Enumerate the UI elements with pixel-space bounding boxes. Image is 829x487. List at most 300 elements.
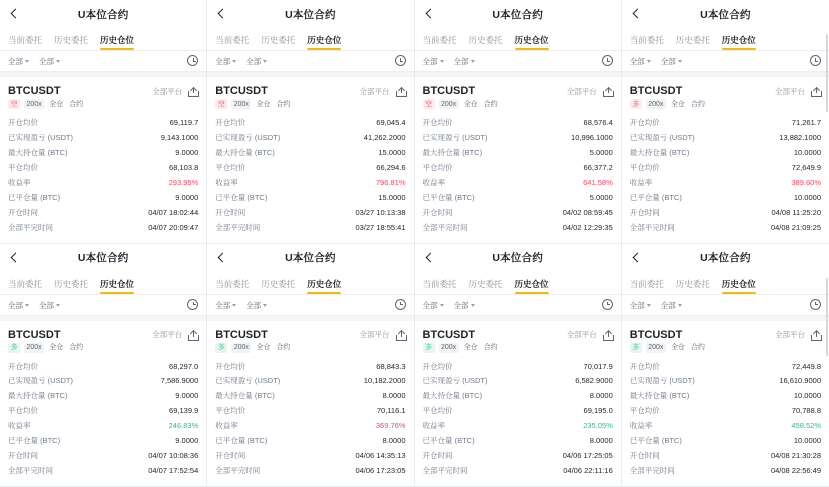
filter-dropdown-0[interactable] <box>8 300 29 311</box>
row-close_time <box>630 220 821 235</box>
tab-1[interactable]: 历史委托 <box>261 278 296 289</box>
panel-header <box>622 244 829 272</box>
max_position-value: 8.0000 <box>382 391 406 401</box>
symbol-row <box>207 77 413 99</box>
closed_qty-value: 9.0000 <box>175 192 199 202</box>
row-close_time <box>8 220 198 235</box>
row-open_time <box>423 449 613 464</box>
filter-dropdown-1[interactable] <box>454 300 475 311</box>
row-close_price <box>630 404 821 419</box>
history-clock-icon[interactable] <box>602 55 613 66</box>
filter-bar <box>207 295 413 315</box>
direction-badge: 多 <box>630 343 642 353</box>
closed_qty-value: 5.0000 <box>589 192 613 202</box>
roi-label: 收益率 <box>8 177 31 187</box>
row-close_time <box>8 464 198 479</box>
position-panel <box>622 0 829 244</box>
filter-label: 全部 <box>453 57 469 66</box>
position-panel <box>0 0 207 244</box>
direction-badge: 空 <box>423 99 435 109</box>
open_price-value: 68,297.0 <box>169 361 199 371</box>
chevron-down-icon <box>647 60 651 63</box>
max_position-value: 15.0000 <box>378 147 406 157</box>
filter-bar <box>0 295 206 315</box>
filter-label: 全部 <box>246 300 262 310</box>
realized_pnl-label: 已实现盈亏 (USDT) <box>215 376 281 386</box>
tab-0[interactable]: 当前委托 <box>629 35 664 45</box>
leverage-badge: 200x <box>646 343 666 353</box>
contract-type-badge: 合约 <box>690 344 705 351</box>
tab-2[interactable]: 历史仓位 <box>515 278 549 294</box>
filter-dropdown-0[interactable] <box>8 56 29 67</box>
contract-type-badge: 合约 <box>69 100 84 108</box>
filter-dropdown-1[interactable] <box>454 56 475 67</box>
filter-dropdown-1[interactable] <box>661 300 682 311</box>
closed_qty-value: 8.0000 <box>589 436 613 446</box>
tab-0[interactable]: 当前委托 <box>422 35 457 45</box>
platform-label: 全部平台 <box>566 86 597 96</box>
chevron-left-icon[interactable] <box>215 7 229 21</box>
chevron-down-icon <box>56 60 60 63</box>
close_time-label: 全部平完时间 <box>422 466 468 476</box>
badge-group <box>622 99 829 115</box>
row-realized_pnl <box>630 130 821 145</box>
contract-type-badge: 合约 <box>276 344 291 351</box>
chevron-left-icon[interactable] <box>630 251 644 265</box>
share-arrow <box>608 87 609 93</box>
open_time-label: 开仓时间 <box>215 451 246 461</box>
close_price-value: 69,139.9 <box>169 406 199 416</box>
row-close_price <box>423 160 613 175</box>
platform-label: 全部平台 <box>152 330 183 339</box>
close_price-value: 66,294.6 <box>376 162 406 172</box>
row-max_position <box>630 389 821 404</box>
row-realized_pnl <box>215 130 405 145</box>
leverage-badge: 200x <box>24 343 44 353</box>
row-closed_qty <box>215 190 405 205</box>
row-close_price <box>630 160 821 175</box>
closed_qty-label: 已平仓量 (BTC) <box>422 192 475 202</box>
roi-value: 458.52% <box>791 421 821 431</box>
realized_pnl-value: 7,586.9000 <box>160 376 199 386</box>
tab-bar <box>415 272 621 294</box>
page-title: U本位合约 <box>700 252 751 264</box>
direction-badge: 多 <box>215 343 227 353</box>
open_price-label: 开仓均价 <box>629 118 660 128</box>
open_price-value: 68,576.4 <box>583 118 613 128</box>
filter-label: 全部 <box>215 57 231 66</box>
page-title: U本位合约 <box>492 8 543 21</box>
open_price-value: 69,119.7 <box>169 118 199 128</box>
filter-dropdown-0[interactable] <box>423 56 444 67</box>
history-clock-icon[interactable] <box>187 299 198 310</box>
share-upload-icon[interactable] <box>811 331 822 341</box>
max_position-label: 最大持仓量 (BTC) <box>629 391 690 401</box>
open_price-label: 开仓均价 <box>8 118 38 128</box>
history-clock-icon[interactable] <box>395 55 406 66</box>
badge-group <box>0 343 206 359</box>
margin-mode-badge: 全仓 <box>49 100 64 108</box>
share-upload-icon[interactable] <box>188 87 199 97</box>
open_time-value: 04/08 11:25:20 <box>771 207 821 217</box>
chevron-left-icon[interactable] <box>630 7 644 21</box>
filter-dropdown-0[interactable] <box>215 56 236 67</box>
row-close_time <box>215 464 405 479</box>
chevron-down-icon <box>232 60 236 63</box>
share-arrow <box>193 331 194 337</box>
panel-header <box>622 0 829 28</box>
tab-2[interactable]: 历史仓位 <box>307 34 341 50</box>
position-panel <box>415 244 622 487</box>
closed_qty-label: 已平仓量 (BTC) <box>215 436 268 446</box>
tab-0[interactable]: 当前委托 <box>215 278 250 289</box>
row-closed_qty <box>630 434 821 449</box>
page-title: U本位合约 <box>700 8 751 21</box>
max_position-label: 最大持仓量 (BTC) <box>8 147 68 157</box>
share-arrow <box>816 87 817 93</box>
badge-group <box>415 99 621 115</box>
closed_qty-value: 15.0000 <box>378 192 406 202</box>
close_time-value: 04/06 22:11:16 <box>563 466 613 476</box>
tab-1[interactable]: 历史委托 <box>468 35 503 45</box>
row-close_time <box>630 464 821 479</box>
leverage-badge: 200x <box>24 99 44 109</box>
tab-1[interactable]: 历史委托 <box>468 278 503 289</box>
tab-2[interactable]: 历史仓位 <box>307 278 341 294</box>
filter-dropdown-0[interactable] <box>630 56 651 67</box>
roi-value: 796.81% <box>375 177 406 187</box>
close_time-label: 全部平完时间 <box>422 222 468 232</box>
row-realized_pnl <box>423 374 613 389</box>
badge-group <box>622 343 829 359</box>
margin-mode-badge: 全仓 <box>49 344 64 351</box>
position-panel <box>207 244 414 487</box>
tab-2[interactable]: 历史仓位 <box>722 34 756 50</box>
filter-bar <box>622 295 829 315</box>
open_time-value: 04/07 18:02:44 <box>148 207 199 217</box>
panel-header <box>415 0 621 28</box>
detail-rows <box>415 359 621 479</box>
tab-bar <box>622 272 829 294</box>
close_time-value: 04/07 20:09:47 <box>148 222 199 232</box>
scrollbar-thumb[interactable] <box>826 34 828 112</box>
roi-label: 收益率 <box>215 177 238 187</box>
filter-dropdown-1[interactable] <box>39 300 60 311</box>
max_position-value: 9.0000 <box>175 147 199 157</box>
tab-0[interactable]: 当前委托 <box>8 35 43 45</box>
leverage-badge: 200x <box>439 99 459 109</box>
tab-1[interactable]: 历史委托 <box>675 278 710 289</box>
filter-label: 全部 <box>660 300 676 310</box>
contract-type-badge: 合约 <box>483 100 498 108</box>
chevron-left-icon[interactable] <box>423 251 437 265</box>
row-close_price <box>8 404 198 419</box>
realized_pnl-value: 13,882.1000 <box>779 132 821 142</box>
tab-1[interactable]: 历史委托 <box>54 35 89 45</box>
tab-0[interactable]: 当前委托 <box>629 278 664 289</box>
row-max_position <box>8 145 198 160</box>
closed_qty-label: 已平仓量 (BTC) <box>629 192 682 202</box>
detail-rows <box>207 115 413 235</box>
close_time-label: 全部平完时间 <box>629 222 675 232</box>
detail-rows <box>622 359 829 479</box>
close_price-label: 平仓均价 <box>422 162 453 172</box>
symbol-name: BTCUSDT <box>422 85 476 97</box>
tab-0[interactable]: 当前委托 <box>215 35 250 45</box>
row-closed_qty <box>215 434 405 449</box>
realized_pnl-label: 已实现盈亏 (USDT) <box>422 132 488 142</box>
symbol-name: BTCUSDT <box>215 85 268 97</box>
row-realized_pnl <box>8 130 198 145</box>
filter-dropdown-1[interactable] <box>246 56 267 67</box>
open_time-value: 04/02 08:59:45 <box>562 207 613 217</box>
close_price-label: 平仓均价 <box>629 162 660 172</box>
open_time-label: 开仓时间 <box>629 207 660 217</box>
realized_pnl-value: 10,182.2000 <box>363 376 406 386</box>
filter-dropdown-0[interactable] <box>423 300 444 311</box>
contract-type-badge: 合约 <box>483 344 498 351</box>
leverage-badge: 200x <box>439 343 459 353</box>
close_time-value: 04/08 21:09:25 <box>770 222 821 232</box>
chevron-left-icon[interactable] <box>8 7 22 21</box>
row-roi <box>423 175 613 190</box>
row-open_time <box>215 449 405 464</box>
share-upload-icon[interactable] <box>603 331 614 341</box>
chevron-down-icon <box>56 304 60 307</box>
scrollbar-thumb[interactable] <box>826 278 828 356</box>
chevron-down-icon <box>232 304 236 307</box>
roi-label: 收益率 <box>422 421 445 431</box>
row-roi <box>8 175 198 190</box>
roi-value: 369.76% <box>375 421 406 431</box>
realized_pnl-value: 6,582.9000 <box>575 376 613 386</box>
closed_qty-label: 已平仓量 (BTC) <box>8 192 61 202</box>
roi-value: 641.58% <box>583 177 613 187</box>
filter-bar <box>415 51 621 71</box>
row-roi <box>630 175 821 190</box>
tab-2[interactable]: 历史仓位 <box>100 278 134 294</box>
tab-bar <box>0 28 206 50</box>
row-open_time <box>423 205 613 220</box>
chevron-down-icon <box>471 60 475 63</box>
row-roi <box>630 419 821 434</box>
row-open_price <box>215 115 405 130</box>
close_price-label: 平仓均价 <box>422 406 453 416</box>
row-closed_qty <box>630 190 821 205</box>
direction-badge: 多 <box>8 343 20 353</box>
row-max_position <box>423 389 613 404</box>
roi-label: 收益率 <box>8 421 31 431</box>
max_position-value: 10.0000 <box>793 391 821 401</box>
chevron-left-icon[interactable] <box>215 251 229 265</box>
max_position-label: 最大持仓量 (BTC) <box>422 391 483 401</box>
page-title: U本位合约 <box>492 252 543 264</box>
symbol-name: BTCUSDT <box>629 85 683 97</box>
realized_pnl-label: 已实现盈亏 (USDT) <box>629 376 695 386</box>
detail-rows <box>622 115 829 235</box>
symbol-name: BTCUSDT <box>629 328 683 341</box>
close_price-label: 平仓均价 <box>8 406 38 416</box>
filter-dropdown-1[interactable] <box>661 56 682 67</box>
share-upload-icon[interactable] <box>603 87 614 97</box>
max_position-value: 10.0000 <box>793 147 821 157</box>
share-upload-icon[interactable] <box>811 87 822 97</box>
row-open_time <box>8 205 198 220</box>
closed_qty-value: 10.0000 <box>793 436 821 446</box>
close_price-value: 68,103.8 <box>169 162 199 172</box>
detail-rows <box>0 115 206 235</box>
row-realized_pnl <box>423 130 613 145</box>
share-upload-icon[interactable] <box>188 331 199 341</box>
history-clock-icon[interactable] <box>810 299 821 310</box>
roi-label: 收益率 <box>629 177 653 187</box>
realized_pnl-value: 41,262.2000 <box>363 132 406 142</box>
chevron-left-icon[interactable] <box>423 7 437 21</box>
page-title: U本位合约 <box>77 8 129 21</box>
history-clock-icon[interactable] <box>187 55 198 66</box>
chevron-down-icon <box>263 60 267 63</box>
margin-mode-badge: 全仓 <box>256 344 271 351</box>
filter-dropdown-1[interactable] <box>39 56 60 67</box>
tab-1[interactable]: 历史委托 <box>675 35 710 45</box>
detail-rows <box>207 359 413 479</box>
row-open_time <box>215 205 405 220</box>
close_time-value: 04/08 22:56:49 <box>770 466 821 476</box>
leverage-badge: 200x <box>231 343 251 353</box>
tab-bar <box>207 28 413 50</box>
page-title: U本位合约 <box>285 252 336 264</box>
open_time-value: 04/07 10:08:36 <box>148 451 199 461</box>
tab-2[interactable]: 历史仓位 <box>722 278 756 294</box>
realized_pnl-label: 已实现盈亏 (USDT) <box>629 132 695 142</box>
filter-label: 全部 <box>629 57 645 66</box>
closed_qty-value: 8.0000 <box>382 436 406 446</box>
position-panel <box>415 0 622 244</box>
share-upload-icon[interactable] <box>396 87 407 97</box>
contract-type-badge: 合约 <box>690 100 705 108</box>
close_price-label: 平仓均价 <box>215 406 246 416</box>
tab-bar <box>207 272 413 294</box>
row-close_price <box>215 404 405 419</box>
symbol-row <box>415 321 621 343</box>
platform-label: 全部平台 <box>775 86 805 96</box>
filter-dropdown-1[interactable] <box>246 300 267 311</box>
chevron-down-icon <box>25 304 29 307</box>
roi-value: 235.05% <box>583 421 613 431</box>
history-clock-icon[interactable] <box>602 299 613 310</box>
row-closed_qty <box>423 434 613 449</box>
history-clock-icon[interactable] <box>395 299 406 310</box>
tab-1[interactable]: 历史委托 <box>54 278 89 289</box>
realized_pnl-value: 16,610.9000 <box>779 376 821 386</box>
tab-1[interactable]: 历史委托 <box>261 35 296 45</box>
close_time-label: 全部平完时间 <box>629 466 675 476</box>
open_price-label: 开仓均价 <box>422 361 453 371</box>
direction-badge: 空 <box>8 99 20 109</box>
filter-label: 全部 <box>422 300 438 310</box>
close_time-label: 全部平完时间 <box>8 222 53 232</box>
margin-mode-badge: 全仓 <box>670 100 685 108</box>
open_price-value: 69,045.4 <box>376 118 406 128</box>
tab-0[interactable]: 当前委托 <box>422 278 457 289</box>
tab-0[interactable]: 当前委托 <box>8 278 43 289</box>
open_price-label: 开仓均价 <box>215 361 246 371</box>
page-title: U本位合约 <box>77 252 129 264</box>
tab-2[interactable]: 历史仓位 <box>515 34 549 50</box>
filter-label: 全部 <box>215 300 231 310</box>
max_position-label: 最大持仓量 (BTC) <box>629 147 690 157</box>
realized_pnl-value: 10,996.1000 <box>571 132 613 142</box>
filter-dropdown-0[interactable] <box>630 300 651 311</box>
realized_pnl-label: 已实现盈亏 (USDT) <box>8 132 73 142</box>
open_time-label: 开仓时间 <box>629 451 660 461</box>
history-clock-icon[interactable] <box>810 55 821 66</box>
open_price-value: 68,843.3 <box>376 361 406 371</box>
open_time-value: 03/27 10:13:38 <box>355 207 406 217</box>
row-close_price <box>423 404 613 419</box>
row-closed_qty <box>8 434 198 449</box>
panel-header <box>415 244 621 272</box>
symbol-row <box>207 321 413 343</box>
open_price-label: 开仓均价 <box>215 118 246 128</box>
panel-header <box>207 244 413 272</box>
detail-rows <box>0 359 206 479</box>
page-title: U本位合约 <box>285 8 336 21</box>
symbol-row <box>0 321 206 343</box>
row-open_price <box>630 359 821 374</box>
row-open_price <box>8 115 198 130</box>
badge-group <box>415 343 621 359</box>
filter-bar <box>207 51 413 71</box>
symbol-row <box>415 77 621 99</box>
close_price-label: 平仓均价 <box>215 162 246 172</box>
roi-value: 293.95% <box>168 177 199 187</box>
share-arrow <box>401 87 402 93</box>
closed_qty-value: 9.0000 <box>175 436 199 446</box>
realized_pnl-label: 已实现盈亏 (USDT) <box>422 376 488 386</box>
close_price-value: 72,649.9 <box>791 162 821 172</box>
roi-value: 246.83% <box>168 421 199 431</box>
row-close_time <box>423 220 613 235</box>
open_time-label: 开仓时间 <box>422 207 453 217</box>
filter-label: 全部 <box>422 57 438 66</box>
row-open_price <box>423 359 613 374</box>
row-roi <box>215 175 405 190</box>
close_time-value: 04/02 12:29:35 <box>562 222 613 232</box>
max_position-label: 最大持仓量 (BTC) <box>8 391 68 401</box>
platform-label: 全部平台 <box>359 86 390 96</box>
platform-label: 全部平台 <box>359 330 390 339</box>
realized_pnl-label: 已实现盈亏 (USDT) <box>215 132 281 142</box>
share-arrow <box>401 331 402 337</box>
row-roi <box>215 419 405 434</box>
filter-label: 全部 <box>629 300 645 310</box>
tab-2[interactable]: 历史仓位 <box>100 34 134 50</box>
margin-mode-badge: 全仓 <box>256 100 271 108</box>
contract-type-badge: 合约 <box>276 100 291 108</box>
share-upload-icon[interactable] <box>396 331 407 341</box>
chevron-down-icon <box>440 304 444 307</box>
open_price-label: 开仓均价 <box>8 361 38 371</box>
roi-label: 收益率 <box>422 177 445 187</box>
filter-dropdown-0[interactable] <box>215 300 236 311</box>
row-close_time <box>215 220 405 235</box>
filter-label: 全部 <box>39 57 54 66</box>
row-open_price <box>215 359 405 374</box>
position-panel <box>622 244 829 487</box>
chevron-left-icon[interactable] <box>8 251 22 265</box>
position-panel <box>0 244 207 487</box>
